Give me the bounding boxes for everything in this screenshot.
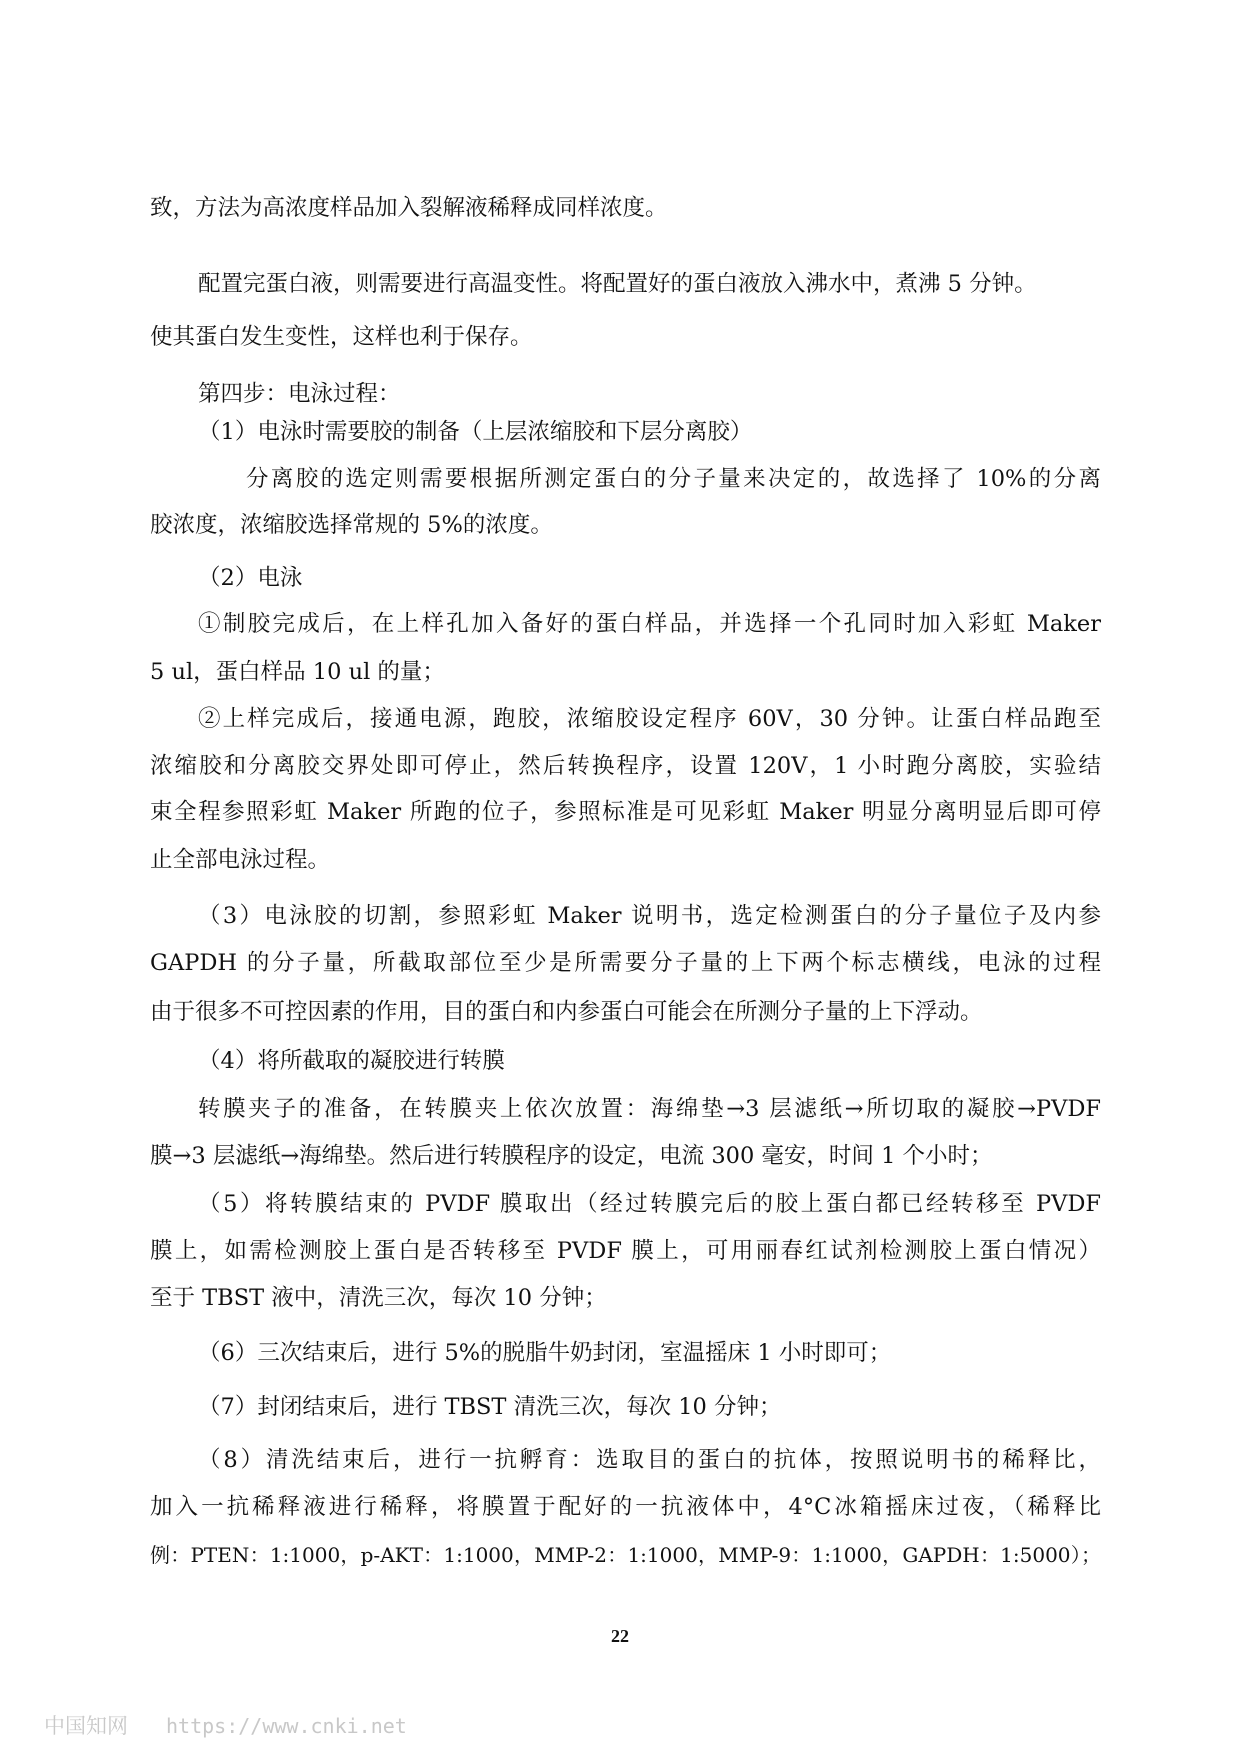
text-line: 胶浓度，浓缩胶选择常规的 5%的浓度。 xyxy=(150,512,553,538)
watermark xyxy=(44,1710,407,1740)
text-line: 致，方法为高浓度样品加入裂解液稀释成同样浓度。 xyxy=(150,195,668,221)
page-number: 22 xyxy=(611,1626,629,1646)
text-line: （7）封闭结束后，进行 TBST 清洗三次，每次 10 分钟； xyxy=(198,1394,782,1420)
text-line: 分离胶的选定则需要根据所测定蛋白的分子量来决定的，故选择了 10%的分离 xyxy=(246,466,1101,492)
text-line: （6）三次结束后，进行 5%的脱脂牛奶封闭，室温摇床 1 小时即可； xyxy=(198,1340,892,1366)
text-line: 膜上，如需检测胶上蛋白是否转移至 PVDF 膜上，可用丽春红试剂检测胶上蛋白情况） xyxy=(150,1238,1101,1264)
text-line: ②上样完成后，接通电源，跑胶，浓缩胶设定程序 60V，30 分钟。让蛋白样品跑至 xyxy=(198,706,1101,732)
watermark-brand: 中国知网 xyxy=(44,1714,128,1738)
watermark-url: https://www.cnki.net xyxy=(166,1714,407,1738)
text-line: （1）电泳时需要胶的制备（上层浓缩胶和下层分离胶） xyxy=(198,419,753,445)
text-line: （4）将所截取的凝胶进行转膜 xyxy=(198,1048,505,1074)
text-line: 束全程参照彩虹 Maker 所跑的位子，参照标准是可见彩虹 Maker 明显分离明显后即可停 xyxy=(150,799,1101,825)
text-line: 第四步：电泳过程： xyxy=(198,381,401,407)
text-line: GAPDH 的分子量，所截取部位至少是所需要分子量的上下两个标志横线，电泳的过程 xyxy=(150,950,1101,976)
text-line: 浓缩胶和分离胶交界处即可停止，然后转换程序，设置 120V，1 小时跑分离胶，实验结 xyxy=(150,753,1101,779)
text-line: （2）电泳 xyxy=(198,565,303,591)
text-line: 止全部电泳过程。 xyxy=(150,847,331,873)
text-line: 转膜夹子的准备，在转膜夹上依次放置：海绵垫→3 层滤纸→所切取的凝胶→PVDF xyxy=(198,1096,1101,1122)
text-line: 加入一抗稀释液进行稀释，将膜置于配好的一抗液体中，4°C冰箱摇床过夜，（稀释比 xyxy=(150,1494,1101,1520)
text-line: 由于很多不可控因素的作用，目的蛋白和内参蛋白可能会在所测分子量的上下浮动。 xyxy=(150,999,983,1025)
text-line: 膜→3 层滤纸→海绵垫。然后进行转膜程序的设定，电流 300 毫安，时间 1 个小时； xyxy=(150,1143,993,1169)
text-line: （3）电泳胶的切割，参照彩虹 Maker 说明书，选定检测蛋白的分子量位子及内参 xyxy=(198,903,1101,929)
text-line: 例：PTEN：1:1000，p-AKT：1:1000，MMP-2：1:1000，MMP-9：1:1000，GAPDH：1:5000）； xyxy=(150,1543,1101,1567)
text-line: 至于 TBST 液中，清洗三次，每次 10 分钟； xyxy=(150,1285,607,1311)
text-line: ①制胶完成后，在上样孔加入备好的蛋白样品，并选择一个孔同时加入彩虹 Maker xyxy=(198,611,1101,637)
text-line: 使其蛋白发生变性，这样也利于保存。 xyxy=(150,324,533,350)
text-line: （8）清洗结束后，进行一抗孵育：选取目的蛋白的抗体，按照说明书的稀释比， xyxy=(198,1447,1101,1473)
text-line: 配置完蛋白液，则需要进行高温变性。将配置好的蛋白液放入沸水中，煮沸 5 分钟。 xyxy=(198,271,1037,297)
text-line: （5）将转膜结束的 PVDF 膜取出（经过转膜完后的胶上蛋白都已经转移至 PVDF xyxy=(198,1191,1101,1217)
text-line: 5 ul，蛋白样品 10 ul 的量； xyxy=(150,659,445,685)
